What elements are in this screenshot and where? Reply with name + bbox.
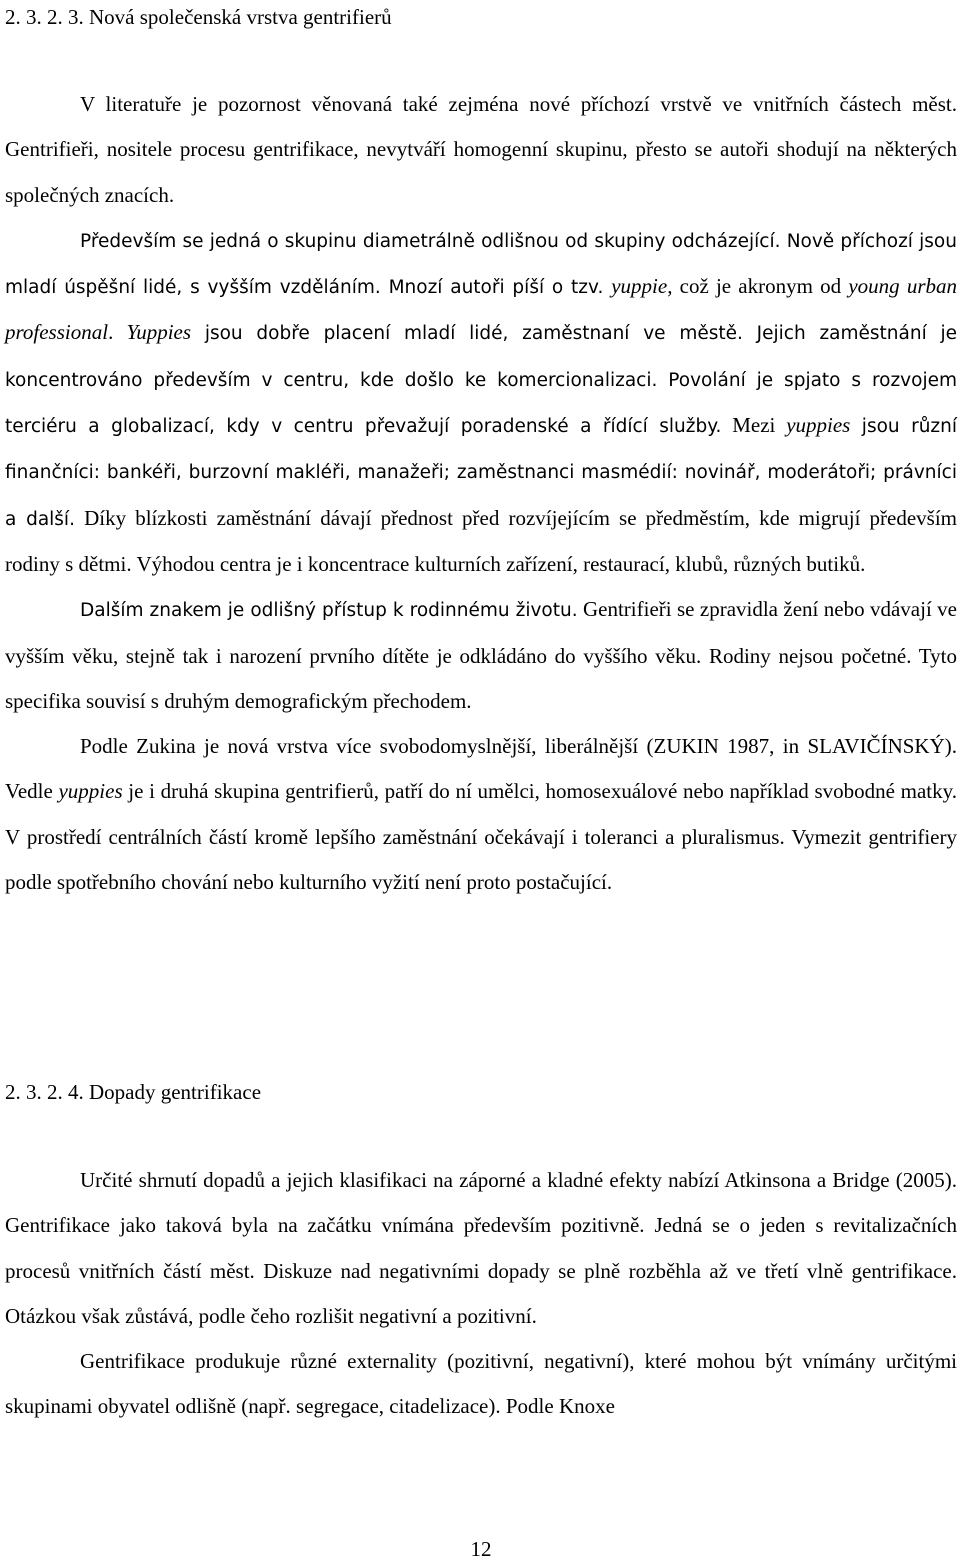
page-number: 12 [470,1537,492,1561]
sentence: jsou různí finančníci: bankéři, burzovní makléři, manažeři; zaměstnanci masmédií: novinář, moderátoři; právníci a další. [5,416,957,530]
sentence: je i druhá skupina gentrifierů, patří do ní umělci, homosexuálové nebo například svobodné matky. V prostředí centrálních částí kromě lepšího zaměstnání očekávají i toleranci a pluralismus. Vymezit gentrifiery podle spotřebního chování nebo kulturního vyžití není proto postačující. [5,779,957,895]
emphasis: yuppie [611,274,668,299]
sentence: Především se jedná o skupinu diametrálně odlišnou od skupiny odcházející. [80,230,781,252]
section-heading-2-3-2-3: 2. 3. 2. 3. Nová společenská vrstva gentrifierů [5,5,392,29]
emphasis: Yuppies [126,320,192,345]
sentence: Nově příchozí jsou mladí úspěšní lidé, s vyšším vzděláním. [5,230,957,299]
paragraph [5,218,957,587]
paragraph [5,587,957,724]
paragraph: V literatuře je pozornost věnovaná také zejména nové příchozí vrstvě ve vnitřních částech měst. Gentrifieři, nositele procesu gentrifikace, nevytváří homogenní skupinu, přesto se autoři shodují na některých společných znacích. [5,92,957,207]
section-body-2-3-2-3 [5,82,957,905]
sentence: , což je akronym od [667,274,849,299]
sentence: Povolání je spjato s rozvojem terciéru a globalizací, kdy v centru převažují poradenské a řídící služby. [5,369,957,438]
document-page [5,0,957,1561]
sentence: Výhodou centra je i koncentrace kulturních zařízení, restaurací, klubů, různých butiků. [131,551,866,576]
emphasis: young urban professional [5,274,958,345]
sentence: Jejich zaměstnání je koncentrováno především v centru, kde došlo ke komercionalizaci. [5,323,958,391]
sentence: Díky blízkosti zaměstnání dávají přednost před rozvíjejícím se předměstím, kde migrují především rodiny s dětmi. [5,505,957,576]
paragraph [5,724,957,905]
sentence: jsou dobře placení mladí lidé, zaměstnaní ve městě. [191,323,743,345]
sentence: . [108,320,127,345]
section-body-2-3-2-4 [5,1158,957,1430]
emphasis: yuppies [786,413,851,438]
sentence: Podle Zukina je nová vrstva více svobodomyslnější, liberálnější (ZUKIN 1987, in SLAVIČÍNSKÝ). Vedle [5,734,957,804]
sentence: Mezi [721,413,787,438]
section-heading-2-3-2-4: 2. 3. 2. 4. Dopady gentrifikace [5,1080,262,1104]
sentence: Rodiny nejsou početné. [701,643,912,668]
sentence: Gentrifieři se zpravidla žení nebo vdávají ve vyšším věku, stejně tak i narození prvního dítěte je odkládáno do vyššího věku. [5,597,957,668]
sentence: Dalším znakem je odlišný přístup k rodinnému životu. [80,600,578,622]
paragraph: Určité shrnutí dopadů a jejich klasifikaci na záporné a kladné efekty nabízí Atkinsona a Bridge (2005). Gentrifikace jako taková byla na začátku vnímána především pozitivně. Jedná se o jeden s revitalizačních procesů vnitřních částí měst. Diskuze nad negativními dopady se plně rozběhla až ve třetí vlně gentrifikace. Otázkou však zůstává, podle čeho rozlišit negativní a pozitivní. [5,1168,957,1328]
sentence: Tyto specifika souvisí s druhým demografickým přechodem. [5,643,957,713]
sentence: Mnozí autoři píší o tzv. [380,277,612,299]
paragraph: Gentrifikace produkuje různé externality (pozitivní, negativní), které mohou být vnímány určitými skupinami obyvatel odlišně (např. segregace, citadelizace). Podle Knoxe [5,1349,957,1419]
emphasis: yuppies [58,779,123,804]
